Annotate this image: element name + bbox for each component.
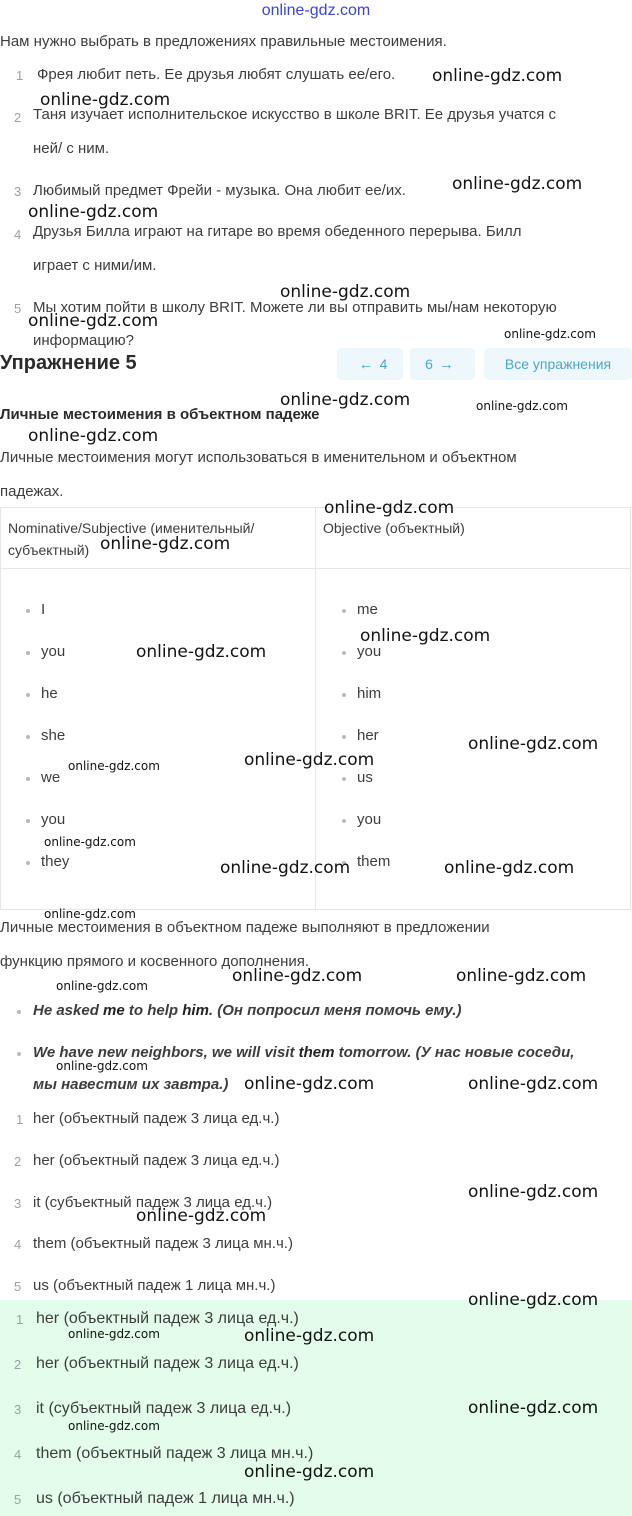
bullet — [26, 609, 30, 613]
table-cell: them — [357, 853, 391, 870]
watermark: online-gdz.com — [232, 966, 363, 986]
header-line: Objective (объектный) — [323, 520, 465, 536]
task-text: Друзья Билла играют на гитаре во время обеденного перерыва. Билл — [33, 223, 522, 240]
example-pronoun: him — [182, 1002, 209, 1019]
watermark: online-gdz.com — [468, 1182, 599, 1202]
answer-text: it (субъектный падеж 3 лица ед.ч.) — [33, 1194, 273, 1211]
watermark: online-gdz.com — [244, 1326, 375, 1346]
bullet — [26, 819, 30, 823]
table-cell: her — [357, 727, 379, 744]
table-cell: him — [357, 685, 382, 702]
header-line: Nominative/Subjective (именительный/ — [8, 520, 255, 536]
answer-text: them (объектный падеж 3 лица мн.ч.) — [36, 1445, 314, 1462]
table-cell: you — [357, 643, 382, 660]
table-cell: we — [41, 769, 61, 786]
prev-exercise-button[interactable] — [337, 348, 403, 380]
next-exercise-label: 6 — [425, 356, 433, 372]
table-cell: me — [357, 601, 378, 618]
table-cell: they — [41, 853, 70, 870]
watermark: online-gdz.com — [220, 858, 351, 878]
watermark: online-gdz.com — [56, 979, 148, 993]
answer-number: 3 — [14, 1402, 22, 1417]
bullet — [17, 1052, 21, 1056]
example-sentence-continued: мы навестим их завтра.) — [33, 1076, 229, 1093]
section-title: Личные местоимения в объектном падеже — [0, 406, 320, 423]
task-number: 3 — [14, 184, 22, 199]
exercise-title: Упражнение 5 — [0, 352, 137, 374]
answer-text: us (объектный падеж 1 лица мн.ч.) — [33, 1277, 276, 1294]
bullet — [26, 777, 30, 781]
watermark: online-gdz.com — [244, 1074, 375, 1094]
example-part: We have new neighbors, we will visit — [33, 1044, 299, 1061]
task-text: Фрея любит петь. Ее друзья любят слушать ее/его. — [37, 66, 396, 83]
task-number: 5 — [14, 301, 22, 316]
watermark: online-gdz.com — [280, 282, 411, 302]
watermark: online-gdz.com — [68, 759, 160, 773]
watermark: online-gdz.com — [28, 311, 159, 331]
bullet — [342, 735, 346, 739]
answer-number: 2 — [14, 1357, 22, 1372]
watermark: online-gdz.com — [360, 626, 491, 646]
bullet — [342, 651, 346, 655]
answer-number: 5 — [14, 1492, 22, 1507]
answer-number: 2 — [14, 1154, 22, 1169]
example-part: tomorrow. (У нас новые соседи, — [334, 1044, 575, 1061]
example-sentence — [33, 997, 461, 1025]
table-cell: he — [41, 685, 58, 702]
watermark: online-gdz.com — [504, 327, 596, 341]
table-cell: you — [357, 811, 382, 828]
answer-text: her (объектный падеж 3 лица ед.ч.) — [33, 1110, 280, 1127]
bullet — [26, 693, 30, 697]
watermark: online-gdz.com — [136, 642, 267, 662]
watermark: online-gdz.com — [468, 1074, 599, 1094]
answer-text: us (объектный падеж 1 лица мн.ч.) — [36, 1490, 295, 1507]
example-part: He asked — [33, 1002, 104, 1019]
table-cell: I — [41, 601, 46, 618]
answer-number: 4 — [14, 1447, 22, 1462]
watermark: online-gdz.com — [244, 1462, 375, 1482]
watermark: online-gdz.com — [468, 734, 599, 754]
task-text: информацию? — [33, 332, 134, 349]
all-exercises-button[interactable] — [484, 348, 632, 380]
answer-number: 1 — [16, 1312, 24, 1327]
watermark: online-gdz.com — [452, 174, 583, 194]
watermark: online-gdz.com — [432, 66, 563, 86]
watermark: online-gdz.com — [280, 390, 411, 410]
site-logo[interactable]: online-gdz.com — [261, 2, 371, 19]
table-cell: you — [41, 811, 66, 828]
task-text: Таня изучает исполнительское искусство в школе BRIT. Ее друзья учатся с — [33, 106, 557, 123]
arrow-left-icon: ← — [358, 355, 374, 373]
watermark: online-gdz.com — [68, 1327, 160, 1341]
watermark: online-gdz.com — [476, 399, 568, 413]
watermark: online-gdz.com — [444, 858, 575, 878]
answer-text: her (объектный падеж 3 лица ед.ч.) — [36, 1355, 299, 1372]
bullet — [26, 651, 30, 655]
answer-number: 3 — [14, 1196, 22, 1211]
all-exercises-label: Все упражнения — [504, 356, 612, 372]
table-cell: us — [357, 769, 373, 786]
arrow-right-icon: → — [438, 355, 454, 373]
task-text: Мы хотим пойти в школу BRIT. Можете ли вы отправить мы/нам некоторую — [33, 299, 557, 316]
table-divider — [1, 568, 630, 569]
watermark: online-gdz.com — [56, 1059, 148, 1073]
answer-text: her (объектный падеж 3 лица ед.ч.) — [36, 1310, 299, 1327]
bullet — [342, 609, 346, 613]
answer-text: her (объектный падеж 3 лица ед.ч.) — [33, 1152, 280, 1169]
bullet — [342, 819, 346, 823]
paragraph-line: функцию прямого и косвенного дополнения. — [0, 953, 310, 970]
example-part: . (Он попросил меня помочь ему.) — [208, 1002, 462, 1019]
bullet — [26, 861, 30, 865]
task-number: 2 — [14, 110, 22, 125]
answer-text: it (субъектный падеж 3 лица ед.ч.) — [36, 1400, 292, 1417]
bullet — [26, 735, 30, 739]
watermark: online-gdz.com — [100, 534, 231, 554]
watermark: online-gdz.com — [136, 1206, 267, 1226]
paragraph-line: падежах. — [0, 483, 64, 500]
answer-text: them (объектный падеж 3 лица мн.ч.) — [33, 1235, 293, 1252]
table-cell: she — [41, 727, 66, 744]
header-line: субъектный) — [8, 542, 90, 558]
watermark: online-gdz.com — [40, 90, 171, 110]
table-header-objective — [323, 517, 465, 539]
watermark: online-gdz.com — [468, 1290, 599, 1310]
paragraph-line: Личные местоимения могут использоваться в именительном и объектном — [0, 449, 517, 466]
task-text: играет с ними/им. — [33, 257, 157, 274]
watermark: online-gdz.com — [44, 835, 136, 849]
bullet — [17, 1010, 21, 1014]
bullet — [342, 693, 346, 697]
watermark: online-gdz.com — [468, 1398, 599, 1418]
watermark: online-gdz.com — [28, 202, 159, 222]
task-text: ней/ с ним. — [33, 140, 110, 157]
table-cell: you — [41, 643, 66, 660]
answer-number: 5 — [14, 1279, 22, 1294]
task-text: Любимый предмет Фрейи - музыка. Она любит ее/их. — [33, 182, 406, 199]
watermark: online-gdz.com — [28, 426, 159, 446]
intro-text: Нам нужно выбрать в предложениях правильные местоимения. — [0, 33, 447, 50]
watermark: online-gdz.com — [44, 907, 136, 921]
paragraph-line: Личные местоимения в объектном падеже выполняют в предложении — [0, 919, 490, 936]
answer-number: 1 — [16, 1112, 24, 1127]
bullet — [342, 777, 346, 781]
task-number: 4 — [14, 227, 22, 242]
task-number: 1 — [16, 68, 24, 83]
watermark: online-gdz.com — [456, 966, 587, 986]
example-pronoun: me — [103, 1002, 125, 1019]
watermark: online-gdz.com — [324, 498, 455, 518]
answer-number: 4 — [14, 1237, 22, 1252]
watermark: online-gdz.com — [68, 1419, 160, 1433]
prev-exercise-label: 4 — [379, 356, 388, 372]
watermark: online-gdz.com — [244, 750, 375, 770]
pronoun-table — [0, 507, 631, 910]
next-exercise-button[interactable] — [410, 348, 475, 380]
example-part: to help — [124, 1002, 183, 1019]
example-pronoun: them — [298, 1044, 335, 1061]
